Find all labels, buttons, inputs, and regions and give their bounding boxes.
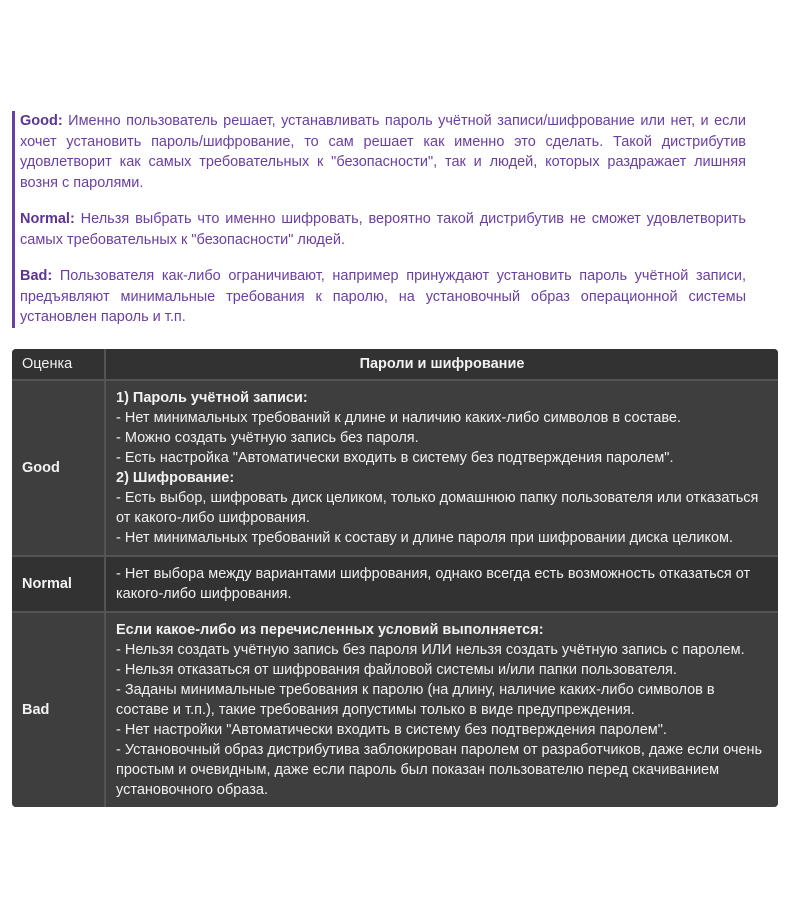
- table-row-normal: [12, 556, 778, 612]
- criteria-item: - Заданы минимальные требования к паролю (на длину, наличие каких-либо символов в составе и т.п.), такие требования допустимы только в виде предупреждения.: [116, 682, 715, 718]
- table-row-bad: [12, 612, 778, 807]
- quote-label-normal: Normal:: [20, 211, 75, 227]
- quote-paragraph-normal: [20, 209, 746, 250]
- quote-text-good: Именно пользователь решает, устанавливать пароль учётной записи/шифрование или нет, и если хочет установить пароль/шифрование, то сам решает как именно это сделать. Такой дистрибутив удовлетворит как самых требовательных к "безопасности", так и людей, которых раздражает лишняя возня с паролями.: [20, 113, 746, 191]
- criteria-item: - Нет минимальных требований к составу и длине пароля при шифровании диска целиком.: [116, 530, 734, 546]
- passwords-encryption-table: [12, 349, 778, 807]
- grade-cell: Good: [12, 380, 105, 556]
- quote-text-bad: Пользователя как-либо ограничивают, например принуждают установить пароль учётной записи, предъявляют минимальные требования к паролю, на установочный образ операционной системы установлен пароль и т.п.: [20, 268, 746, 325]
- criteria-cell: [105, 612, 778, 807]
- column-header-grade: Оценка: [12, 349, 105, 380]
- criteria-item: - Нет выбора между вариантами шифрования, однако всегда есть возможность отказаться от какого-либо шифрования.: [116, 566, 751, 602]
- quote-label-bad: Bad:: [20, 268, 53, 284]
- quote-text-normal: Нельзя выбрать что именно шифровать, вероятно такой дистрибутив не сможет удовлетворить самых требовательных к "безопасности" людей.: [20, 211, 746, 248]
- criteria-cell: [105, 556, 778, 612]
- quote-paragraph-good: [20, 111, 746, 193]
- criteria-item: - Установочный образ дистрибутива заблокирован паролем от разработчиков, даже если очень простым и очевидным, даже если пароль был показан пользователю перед скачиванием установочного образа.: [116, 742, 763, 798]
- grade-cell: Bad: [12, 612, 105, 807]
- rating-description-quote: [12, 111, 746, 328]
- table-header-row: [12, 349, 778, 380]
- criteria-item: - Есть выбор, шифровать диск целиком, только домашнюю папку пользователя или отказаться от какого-либо шифрования.: [116, 490, 759, 526]
- criteria-item: - Нет минимальных требований к длине и наличию каких-либо символов в составе.: [116, 410, 682, 426]
- quote-label-good: Good:: [20, 113, 63, 129]
- criteria-item: - Нельзя создать учётную запись без пароля ИЛИ нельзя создать учётную запись с паролем.: [116, 642, 745, 658]
- column-header-passwords: Пароли и шифрование: [105, 349, 778, 380]
- criteria-heading: 1) Пароль учётной записи:: [116, 390, 308, 406]
- table-row-good: [12, 380, 778, 556]
- criteria-heading: 2) Шифрование:: [116, 470, 235, 486]
- criteria-item: - Нельзя отказаться от шифрования файловой системы и/или папки пользователя.: [116, 662, 677, 678]
- criteria-item: - Можно создать учётную запись без пароля.: [116, 430, 419, 446]
- criteria-cell: [105, 380, 778, 556]
- criteria-item: - Есть настройка "Автоматически входить в систему без подтверждения паролем".: [116, 450, 674, 466]
- grade-cell: Normal: [12, 556, 105, 612]
- quote-paragraph-bad: [20, 266, 746, 328]
- criteria-item: - Нет настройки "Автоматически входить в систему без подтверждения паролем".: [116, 722, 667, 738]
- criteria-heading: Если какое-либо из перечисленных условий выполняется:: [116, 622, 544, 638]
